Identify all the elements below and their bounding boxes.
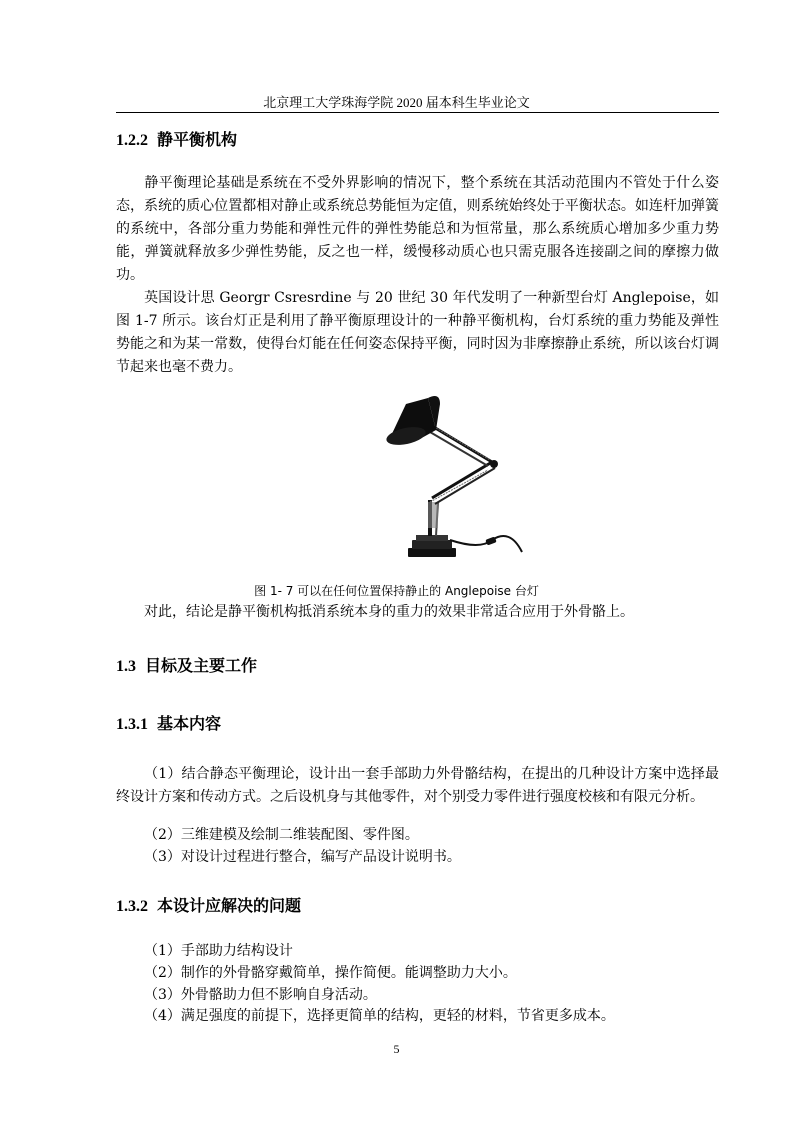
paragraph-anglepoise — [116, 287, 719, 379]
running-header: 北京理工大学珠海学院 2020 届本科生毕业论文 — [263, 95, 530, 110]
anglepoise-lamp-figure — [370, 390, 540, 565]
problem-item-1: （1）手部助力结构设计 — [144, 943, 293, 959]
paragraph-conclusion — [116, 601, 719, 624]
heading-title: 基本内容 — [157, 716, 222, 733]
problem-item-4: （4）满足强度的前提下，选择更简单的结构，更轻的材料，节省更多成本。 — [144, 1008, 615, 1024]
problem-item-3: （3）外骨骼助力但不影响自身活动。 — [144, 987, 377, 1003]
heading-1-3 — [116, 653, 257, 676]
list-item-1 — [116, 763, 719, 809]
heading-title: 静平衡机构 — [157, 132, 238, 149]
problem-item-2: （2）制作的外骨骼穿戴简单，操作简便。能调整助力大小。 — [144, 965, 517, 981]
paragraph-text: 对此，结论是静平衡机构抵消系统本身的重力的效果非常适合应用于外骨骼上。 — [144, 604, 634, 620]
heading-number: 1.3.2 — [116, 898, 148, 915]
paragraph-static-balance — [116, 172, 719, 287]
paragraph-text: 静平衡理论基础是系统在不受外界影响的情况下，整个系统在其活动范围内不管处于什么姿态，系统的质心位置都相对静止或系统总势能恒为定值，则系统始终处于平衡状态。如连杆加弹簧的系统中，各部分重力势能和弹性元件的弹性势能总和为恒常量，那么系统质心增加多少重力势能，弹簧就释放多少弹性势能，反之也一样，缓慢移动质心也只需克服各连接副之间的摩擦力做功。 — [116, 175, 719, 283]
heading-1-3-1 — [116, 711, 221, 734]
heading-1-3-2 — [116, 893, 301, 916]
list-item-3: （3）对设计过程进行整合，编写产品设计说明书。 — [144, 849, 461, 865]
heading-title: 本设计应解决的问题 — [157, 898, 302, 915]
paragraph-text: 英国设计思 Georgr Csresrdine 与 20 世纪 30 年代发明了一种新型台灯 Anglepoise，如图 1-7 所示。该台灯正是利用了静平衡原理设计的一种静平衡机构，台灯系统的重力势能及弹性势能之和为某一常数，使得台灯能在任何姿态保持平衡，同时因为非摩擦静止系统，所以该台灯调节起来也毫不费力。 — [116, 290, 719, 375]
heading-number: 1.2.2 — [116, 132, 148, 149]
list-item-2: （2）三维建模及绘制二维装配图、零件图。 — [144, 827, 419, 843]
figure-caption: 图 1- 7 可以在任何位置保持静止的 Anglepoise 台灯 — [254, 584, 539, 598]
heading-title: 目标及主要工作 — [145, 658, 258, 675]
heading-1-2-2 — [116, 127, 237, 150]
heading-number: 1.3 — [116, 658, 136, 675]
header-rule — [116, 112, 719, 113]
page-number: 5 — [393, 1042, 400, 1056]
paragraph-text: （1）结合静态平衡理论，设计出一套手部助力外骨骼结构，在提出的几种设计方案中选择最终设计方案和传动方式。之后设机身与其他零件，对个别受力零件进行强度校核和有限元分析。 — [116, 766, 719, 805]
heading-number: 1.3.1 — [116, 716, 148, 733]
